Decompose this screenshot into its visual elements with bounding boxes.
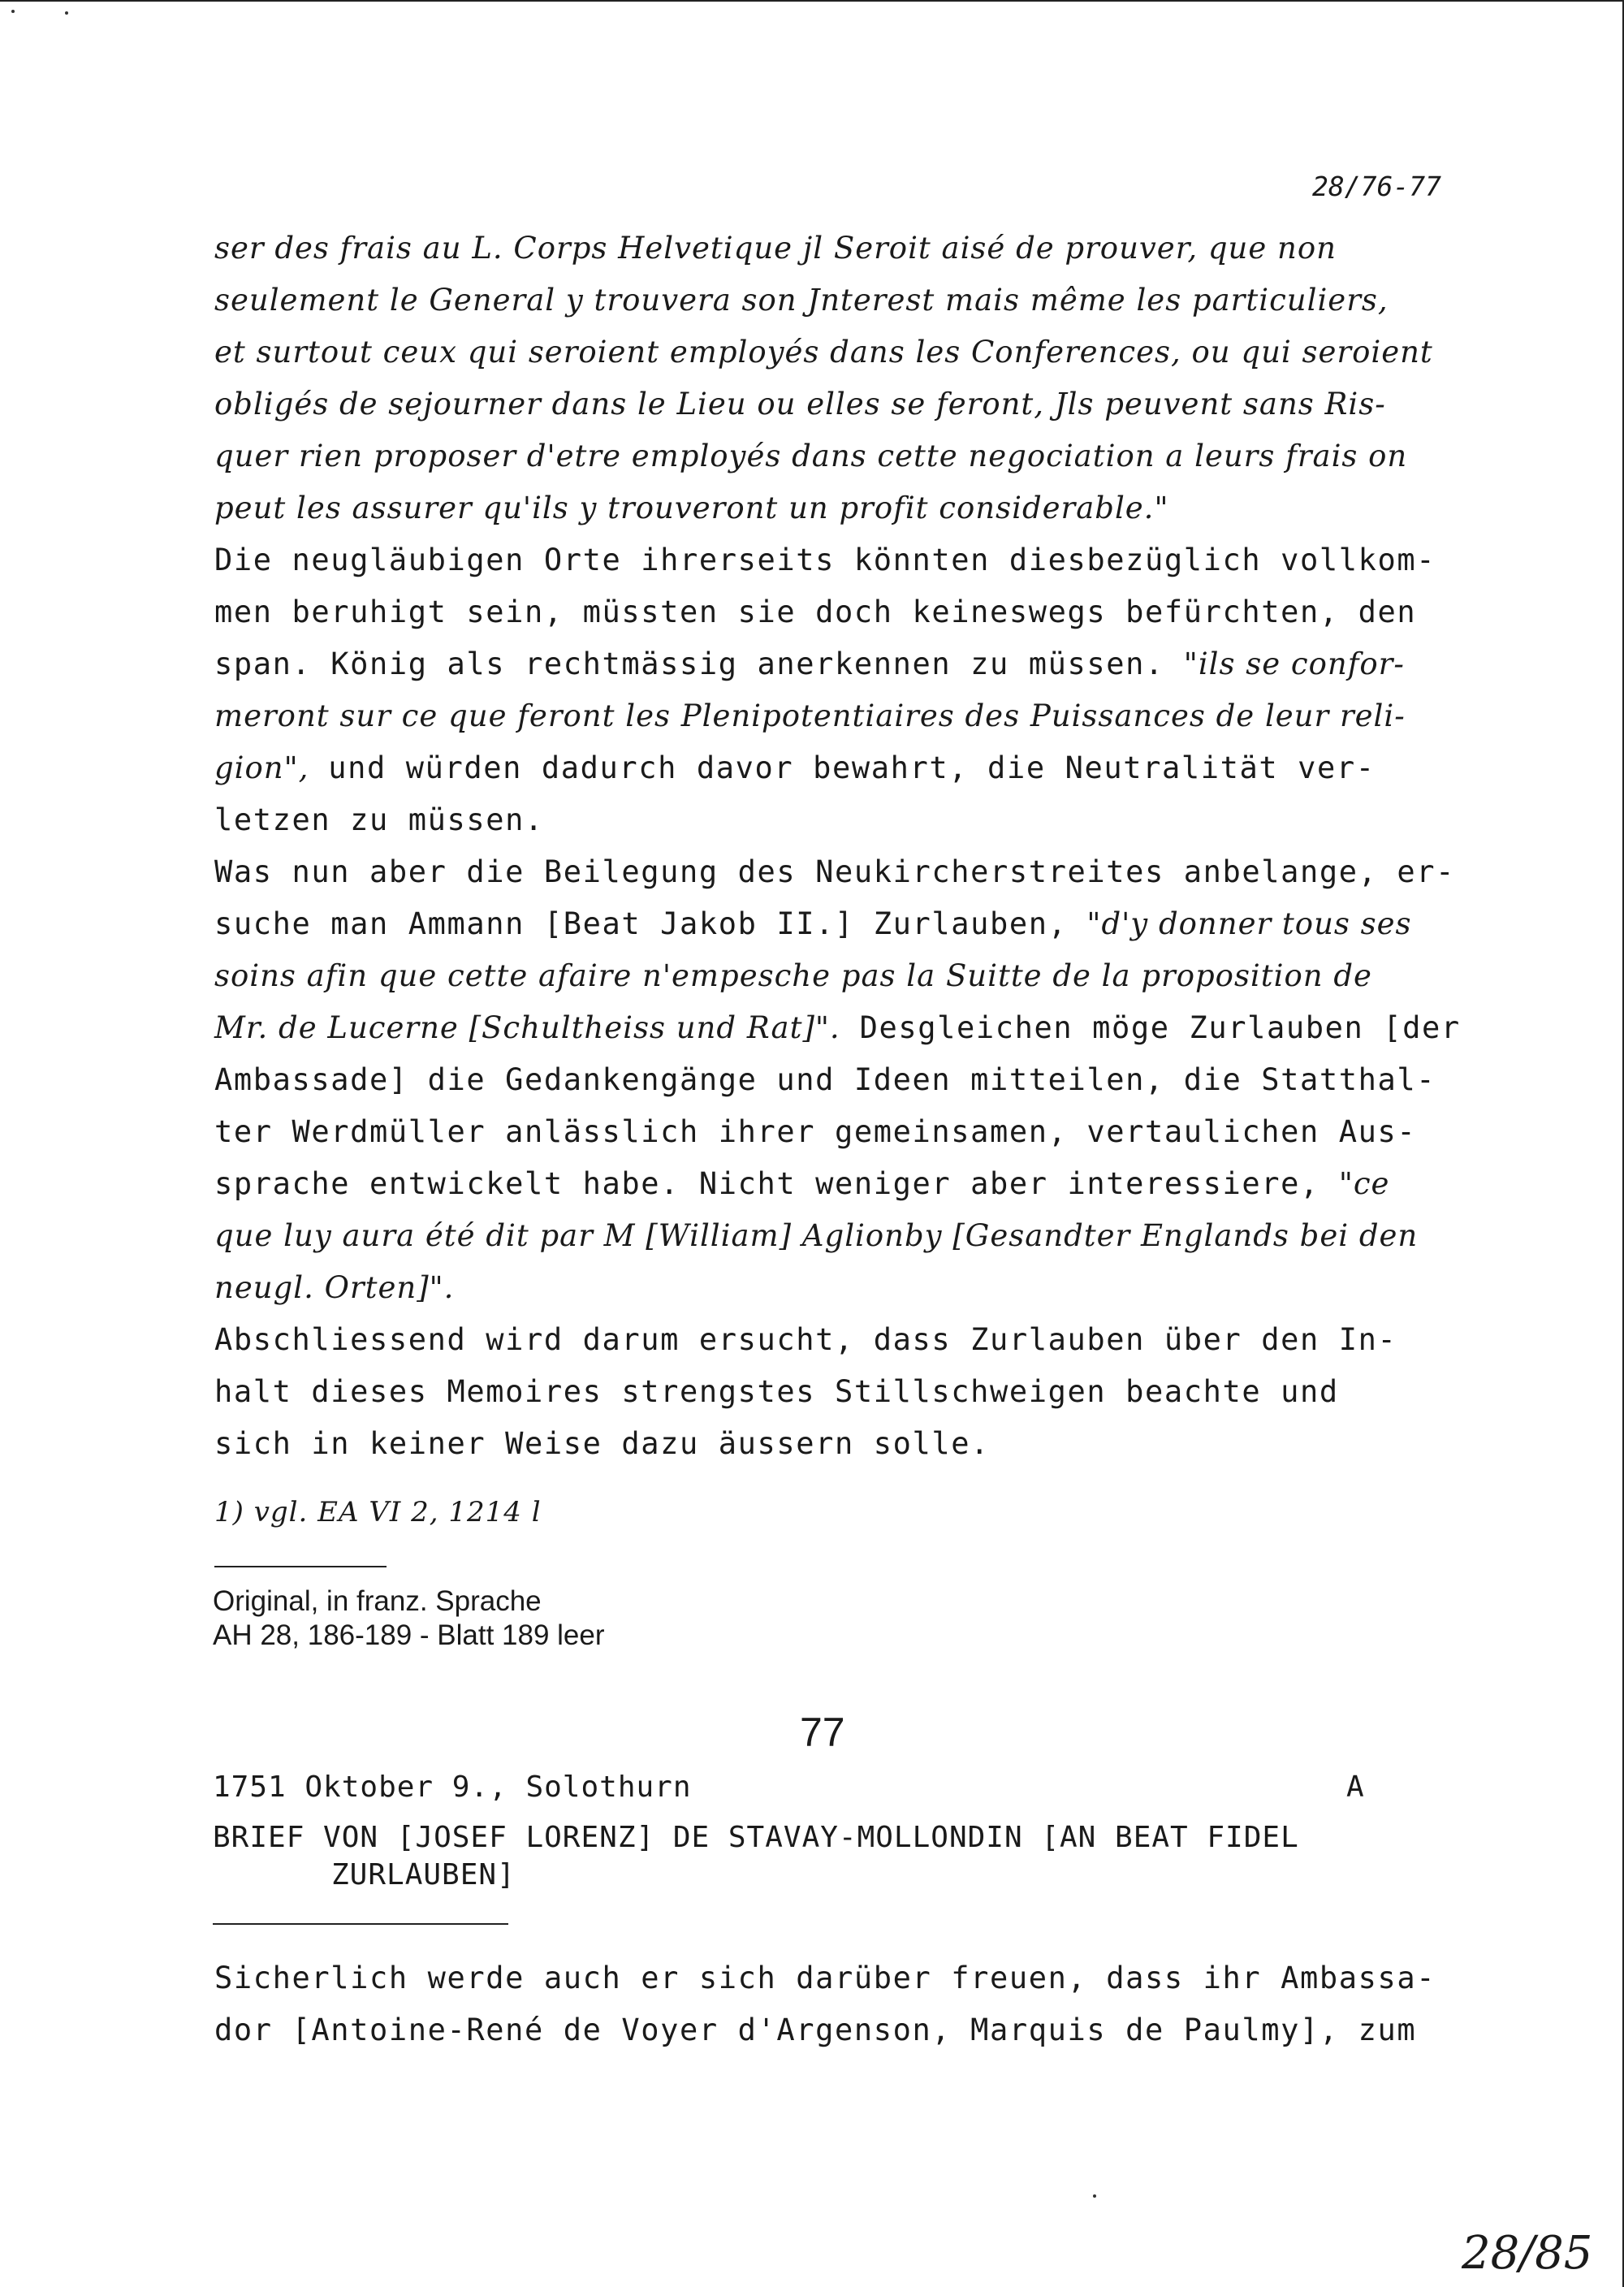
text-line: sich in keiner Weise dazu äussern solle. bbox=[214, 1426, 991, 1461]
scan-speck bbox=[65, 11, 68, 15]
page-number: 28/76-77 bbox=[1312, 171, 1441, 202]
text-line: letzen zu müssen. bbox=[214, 802, 544, 837]
text-line: Was nun aber die Beilegung des Neukircherstreites anbelange, er- bbox=[214, 854, 1456, 889]
divider bbox=[213, 1923, 508, 1925]
text-line: Die neugläubigen Orte ihrerseits könnten diesbezüglich vollkom- bbox=[214, 543, 1436, 577]
text-line: men beruhigt sein, müssten sie doch keineswegs befürchten, den bbox=[214, 594, 1417, 629]
source-note: Original, in franz. Sprache bbox=[213, 1585, 542, 1617]
quote-line: meront sur ce que feront les Plenipotentiaires des Puissances de leur reli- bbox=[214, 698, 1406, 733]
footnote: 1) vgl. EA VI 2, 1214 l bbox=[214, 1496, 542, 1528]
quote-run: "ils se confor- bbox=[1183, 646, 1405, 681]
entry-date-place: 1751 Oktober 9., Solothurn bbox=[213, 1770, 692, 1804]
text-run: suche man Ammann [Beat Jakob II.] Zurlauben, bbox=[214, 906, 1087, 941]
text-line bbox=[214, 1010, 1461, 1045]
text-run: und würden dadurch davor bewahrt, die Neutralität ver- bbox=[309, 750, 1376, 785]
text-run: sprache entwickelt habe. Nicht weniger aber interessiere, bbox=[214, 1166, 1339, 1201]
quote-line: peut les assurer qu'ils y trouveront un profit considerable." bbox=[214, 491, 1169, 525]
quote-run: Mr. de Lucerne [Schultheiss und Rat]". bbox=[214, 1010, 840, 1045]
scan-speck bbox=[11, 10, 15, 13]
text-line bbox=[214, 646, 1405, 681]
text-line: ter Werdmüller anlässlich ihrer gemeinsamen, vertaulichen Aus- bbox=[214, 1114, 1417, 1149]
entry-letter: A bbox=[1346, 1770, 1365, 1804]
text-line bbox=[214, 906, 1412, 941]
quote-line: et surtout ceux qui seroient employés dans les Conferences, ou qui seroient bbox=[214, 335, 1433, 370]
quote-run: "ce bbox=[1338, 1166, 1390, 1201]
entry-number: 77 bbox=[800, 1710, 845, 1755]
text-line: Abschliessend wird darum ersucht, dass Zurlauben über den In- bbox=[214, 1322, 1397, 1357]
quote-line: obligés de sejourner dans le Lieu ou elles se feront, Jls peuvent sans Ris- bbox=[214, 387, 1386, 422]
text-line: Ambassade] die Gedankengänge und Ideen mitteilen, die Statthal- bbox=[214, 1062, 1436, 1097]
entry-title: ZURLAUBEN] bbox=[331, 1858, 516, 1891]
text-run: Desgleichen möge Zurlauben [der bbox=[840, 1010, 1461, 1045]
scan-speck bbox=[1093, 2194, 1096, 2198]
quote-run: gion", bbox=[214, 750, 309, 785]
quote-run: "d'y donner tous ses bbox=[1086, 906, 1412, 941]
quote-line: soins afin que cette afaire n'empesche pas la Suitte de la proposition de bbox=[214, 958, 1372, 993]
entry-title: BRIEF VON [JOSEF LORENZ] DE STAVAY-MOLLONDIN [AN BEAT FIDEL bbox=[213, 1821, 1299, 1854]
quote-line: que luy aura été dit par M [William] Aglionby [Gesandter Englands bei den bbox=[214, 1218, 1419, 1253]
archive-stamp: 28/85 bbox=[1462, 2227, 1593, 2280]
text-line bbox=[214, 1166, 1389, 1201]
divider bbox=[214, 1566, 387, 1567]
text-line: Sicherlich werde auch er sich darüber freuen, dass ihr Ambassa- bbox=[214, 1961, 1436, 1995]
text-line: dor [Antoine-René de Voyer d'Argenson, Marquis de Paulmy], zum bbox=[214, 2012, 1417, 2047]
quote-line: ser des frais au L. Corps Helvetique jl Seroit aisé de prouver, que non bbox=[214, 231, 1337, 266]
text-run: span. König als rechtmässig anerkennen zu müssen. bbox=[214, 646, 1184, 681]
text-line: halt dieses Memoires strengstes Stillschweigen beachte und bbox=[214, 1374, 1339, 1409]
source-note: AH 28, 186-189 - Blatt 189 leer bbox=[213, 1619, 605, 1651]
text-line bbox=[214, 750, 1376, 785]
quote-line: neugl. Orten]". bbox=[214, 1270, 455, 1305]
quote-line: quer rien proposer d'etre employés dans cette negociation a leurs frais on bbox=[214, 439, 1408, 473]
quote-line: seulement le General y trouvera son Jnterest mais même les particuliers, bbox=[214, 283, 1389, 318]
